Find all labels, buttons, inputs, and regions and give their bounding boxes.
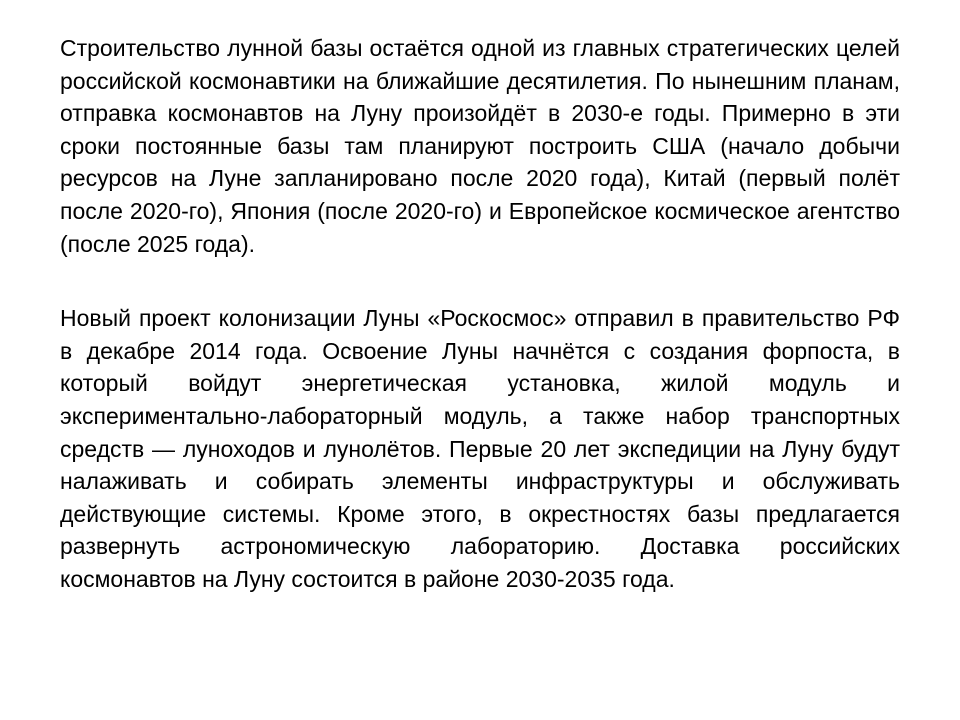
text-body xyxy=(60,32,900,596)
paragraph-lunar-base-goals: Строительство лунной базы остаётся одной из главных стратегических целей российской космонавтики на ближайшие десятилетия. По нынешним планам, отправка космонавтов на Луну произойдёт в 2030-е годы. Примерно в эти сроки постоянные базы там планируют построить США (начало добычи ресурсов на Луне запланировано после 2020 года), Китай (первый полёт после 2020-го), Япония (после 2020-го) и Европейское космическое агентство (после 2025 года). xyxy=(60,35,900,257)
paragraph-roscosmos-project: Новый проект колонизации Луны «Роскосмос» отправил в правительство РФ в декабре 2014 года. Освоение Луны начнётся с создания форпоста, в который войдут энергетическая установка, жилой модуль и экспериментально-лабораторный модуль, а также набор транспортных средств — луноходов и лунолётов. Первые 20 лет экспедиции на Луну будут налаживать и собирать элементы инфраструктуры и обслуживать действующие системы. Кроме этого, в окрестностях базы предлагается развернуть астрономическую лабораторию. Доставка российских космонавтов на Луну состоится в районе 2030-2035 года. xyxy=(60,305,900,592)
